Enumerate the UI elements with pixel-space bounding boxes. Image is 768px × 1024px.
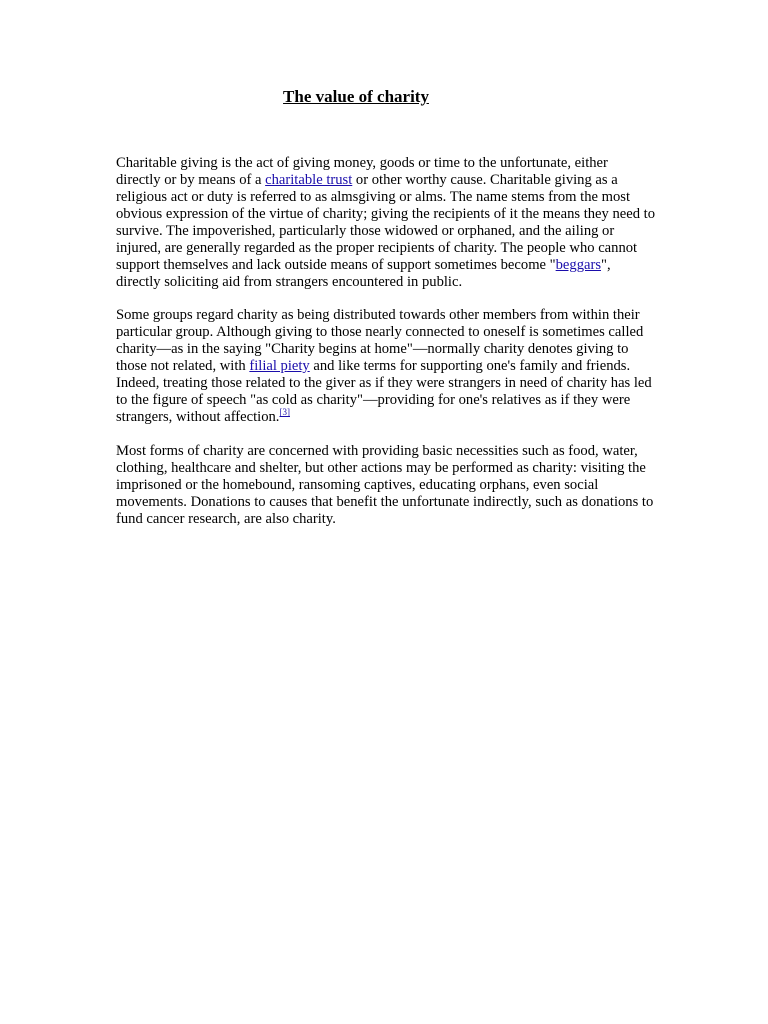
document-title: The value of charity bbox=[283, 87, 429, 106]
paragraph-definition bbox=[116, 155, 656, 291]
filial-piety-link[interactable]: filial piety bbox=[249, 358, 310, 374]
paragraph-text: or other worthy cause. Charitable giving as a religious act or duty is referred to as almsgiving or alms. The name stems from the most obvious expression of the virtue of charity; giving the recipients of it the means they need to survive. The impoverished, particularly those widowed or orphaned, and the ailing or injured, are generally regarded as the proper recipients of charity. The people who cannot support themselves and lack outside means of support sometimes become " bbox=[116, 172, 656, 273]
document-page bbox=[116, 86, 656, 528]
beggars-link[interactable]: beggars bbox=[555, 257, 602, 273]
paragraph-forms: Most forms of charity are concerned with providing basic necessities such as food, water, clothing, healthcare and shelter, but other actions may be performed as charity: visiting the imprisoned or the homebound, ransoming captives, educating orphans, even social movements. Donations to causes that benefit the unfortunate indirectly, such as donations to fund cancer research, are also charity. bbox=[116, 443, 654, 527]
charitable-trust-link[interactable]: charitable trust bbox=[265, 172, 353, 188]
paragraph-text: and like terms for supporting one's family and friends. Indeed, treating those related to the giver as if they were strangers in need of charity has led to the figure of speech "as cold as charity"—providing for one's relatives as if they were strangers, without affection. bbox=[116, 358, 652, 425]
paragraph-text: Some groups regard charity as being distributed towards other members from within their particular group. Although giving to those nearly connected to oneself is sometimes called charity—as in the saying "Charity begins at home"—normally charity denotes giving to those not related, with bbox=[116, 307, 644, 374]
footnote-3-link[interactable]: [3] bbox=[279, 407, 290, 418]
paragraph-text: ", directly soliciting aid from strangers encountered in public. bbox=[116, 257, 611, 290]
paragraph-groups bbox=[116, 307, 656, 426]
footnote-reference bbox=[279, 407, 290, 417]
paragraph-text: Charitable giving is the act of giving money, goods or time to the unfortunate, either directly or by means of a bbox=[116, 155, 608, 188]
